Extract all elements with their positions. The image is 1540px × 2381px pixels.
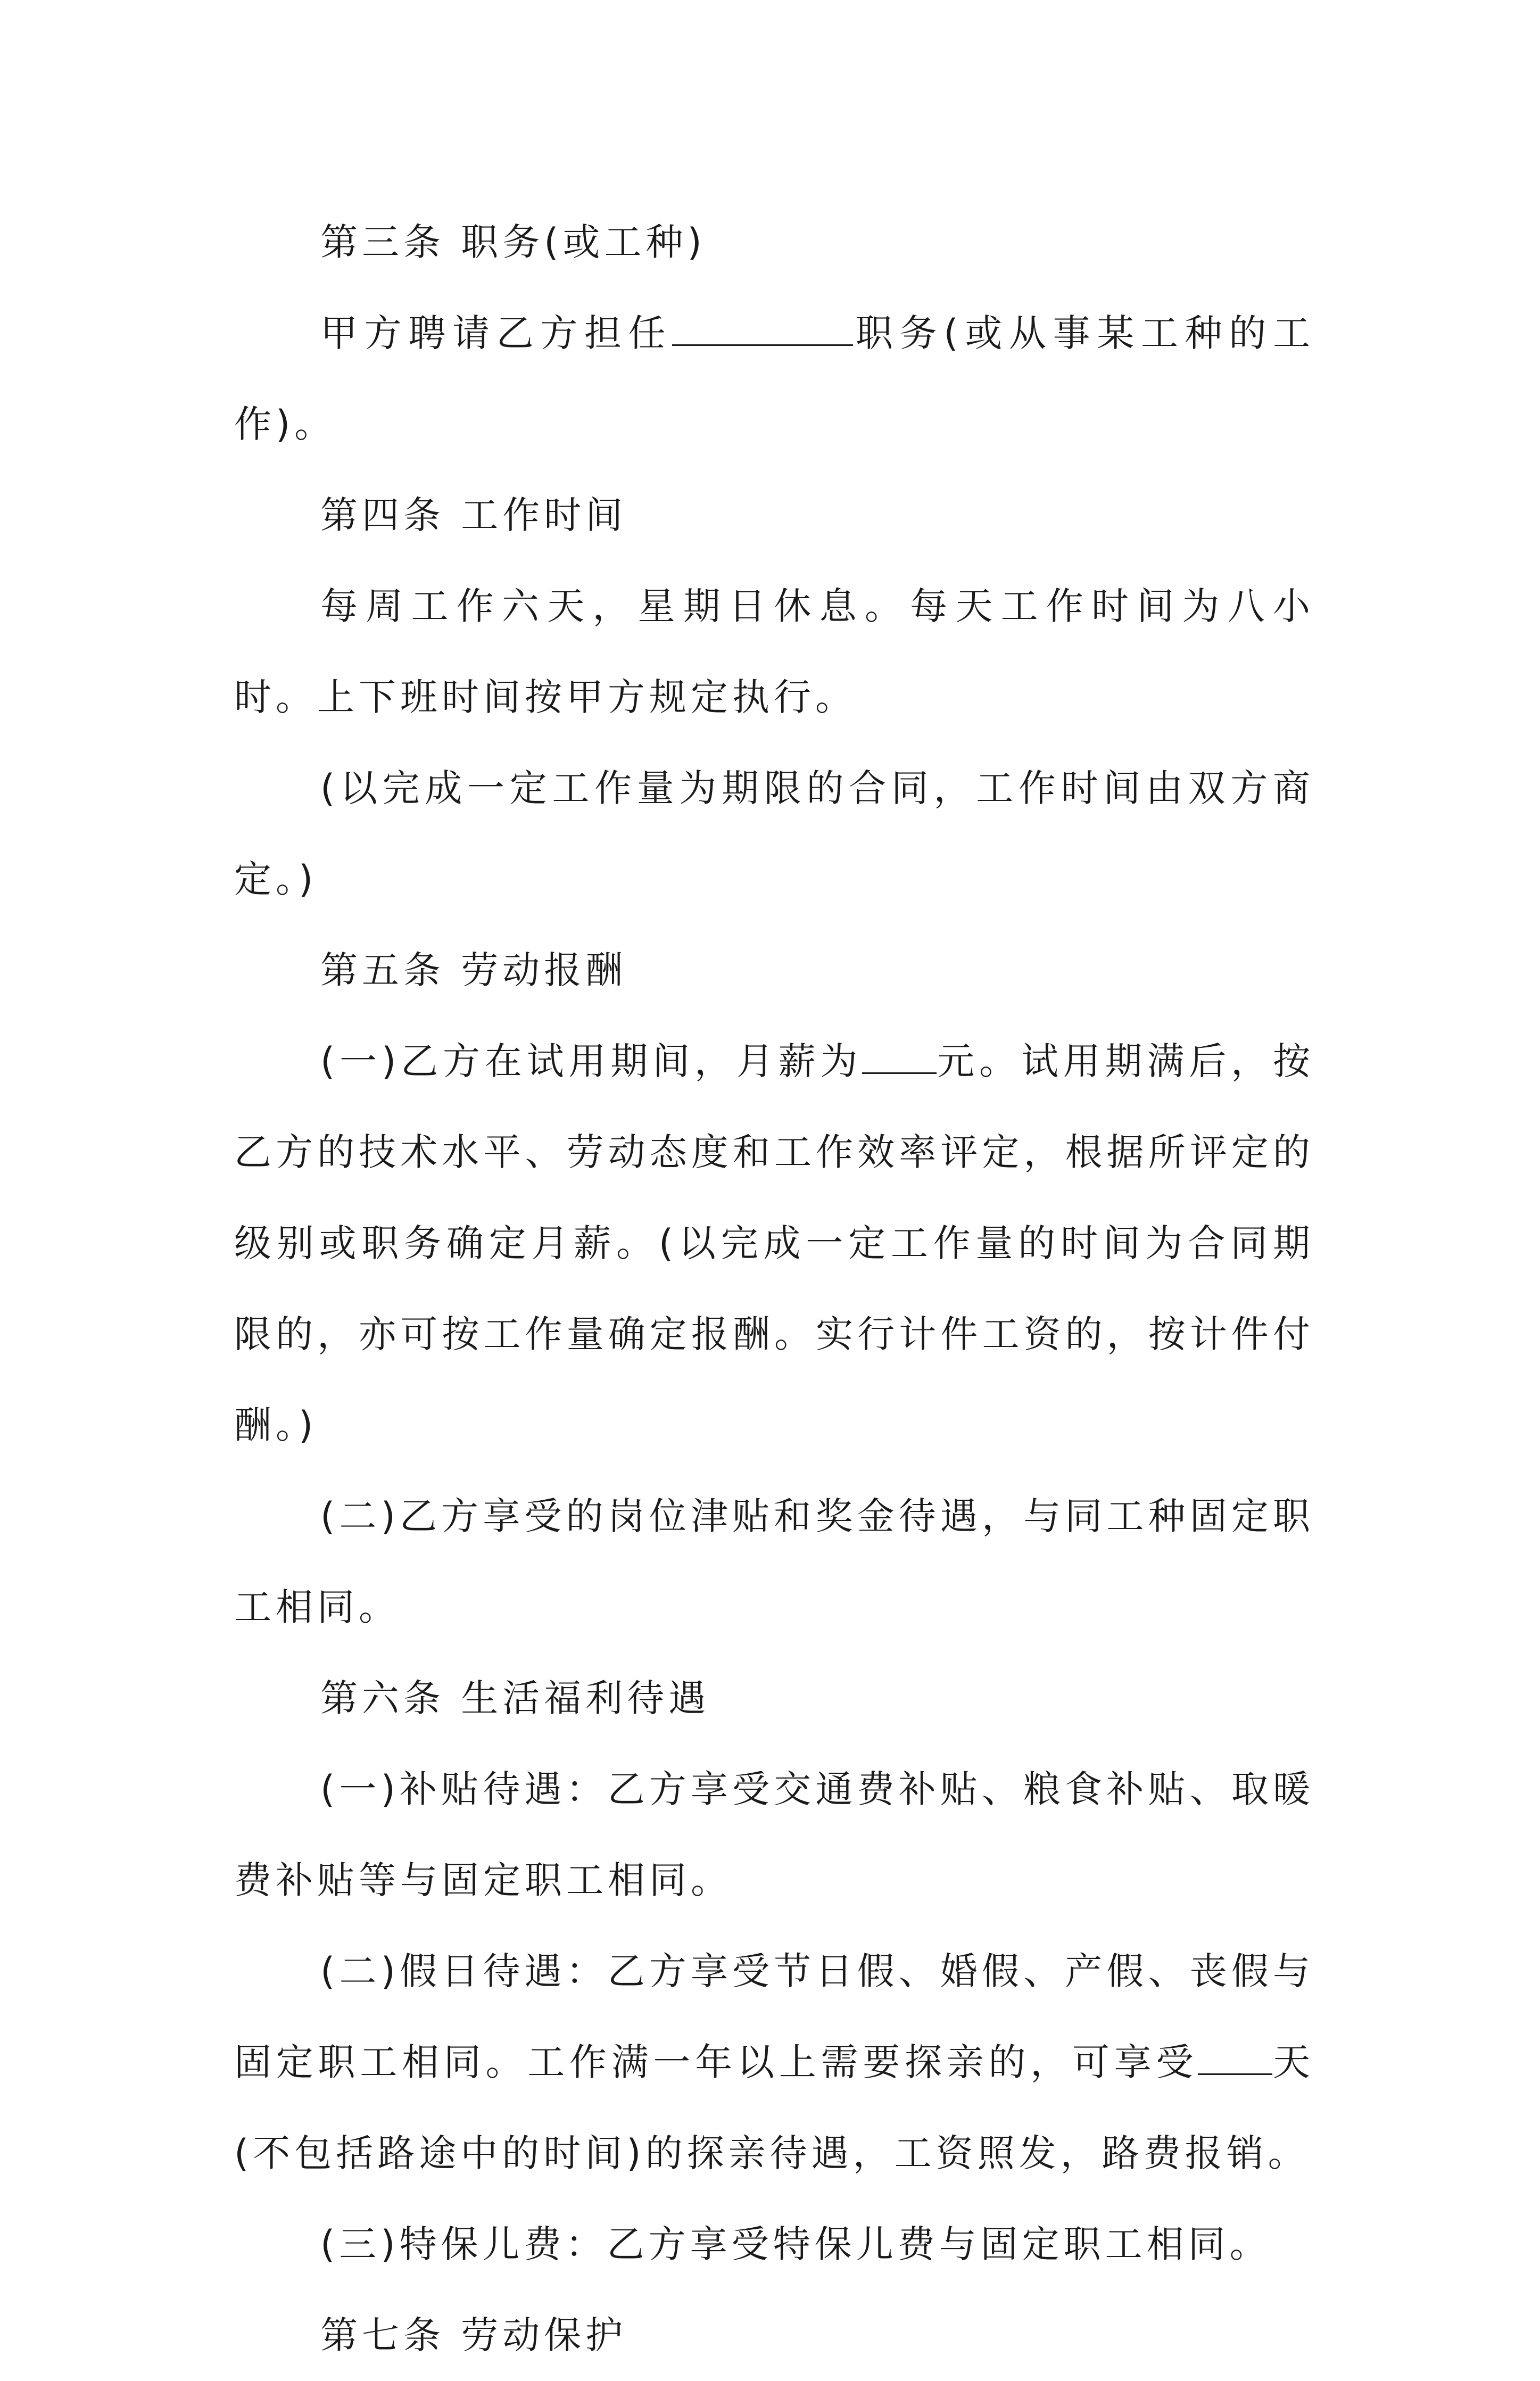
contract-body — [234, 197, 1314, 2381]
article-6-paragraph-2 — [234, 1926, 1314, 2199]
article-5-text-after-blank: 元。试用期满后，按乙方的技术水平、劳动态度和工作效率评定，根据所评定的级别或职务确定月薪。(以完成一定工作量的时间为合同期限的，亦可按工作量确定报酬。实行计件工资的，按计件付酬。) — [234, 1039, 1315, 1447]
article-5-text-before-blank: (一)乙方在试用期间，月薪为 — [320, 1039, 863, 1083]
article-3-paragraph-1 — [234, 288, 1314, 470]
article-5-paragraph-1 — [234, 1016, 1314, 1471]
article-5-heading: 第五条 劳动报酬 — [320, 948, 627, 992]
article-4-heading: 第四条 工作时间 — [320, 493, 627, 537]
home-leave-days-blank — [1198, 2041, 1272, 2075]
article-3-text-before-blank: 甲方聘请乙方担任 — [320, 311, 673, 355]
article-4-paragraph-2: (以完成一定工作量为期限的合同，工作时间由双方商定。) — [234, 766, 1314, 901]
article-7-heading: 第七条 劳动保护 — [320, 2313, 627, 2357]
job-title-blank — [672, 312, 853, 346]
article-3-heading: 第三条 职务(或工种) — [320, 220, 706, 264]
article-5-paragraph-2: (二)乙方享受的岗位津贴和奖金待遇，与同工种固定职工相同。 — [234, 1494, 1314, 1629]
salary-blank — [862, 1040, 937, 1074]
article-6-text-after-blank: 天(不包括路途中的时间)的探亲待遇，工资照发，路费报销。 — [234, 2040, 1314, 2175]
article-6-text-before-blank: (二)假日待遇：乙方享受节日假、婚假、产假、丧假与固定职工相同。工作满一年以上需要探亲的，可享受 — [234, 1949, 1314, 2084]
article-6-paragraph-1: (一)补贴待遇：乙方享受交通费补贴、粮食补贴、取暖费补贴等与固定职工相同。 — [234, 1767, 1314, 1902]
article-4-paragraph-1: 每周工作六天，星期日休息。每天工作时间为八小时。上下班时间按甲方规定执行。 — [234, 584, 1314, 719]
article-3-text-after-blank: 职务(或从事某工种的工作)。 — [234, 311, 1314, 446]
article-6-paragraph-3: (三)特保儿费：乙方享受特保儿费与固定职工相同。 — [320, 2222, 1271, 2266]
article-6-heading: 第六条 生活福利待遇 — [320, 1676, 710, 1720]
